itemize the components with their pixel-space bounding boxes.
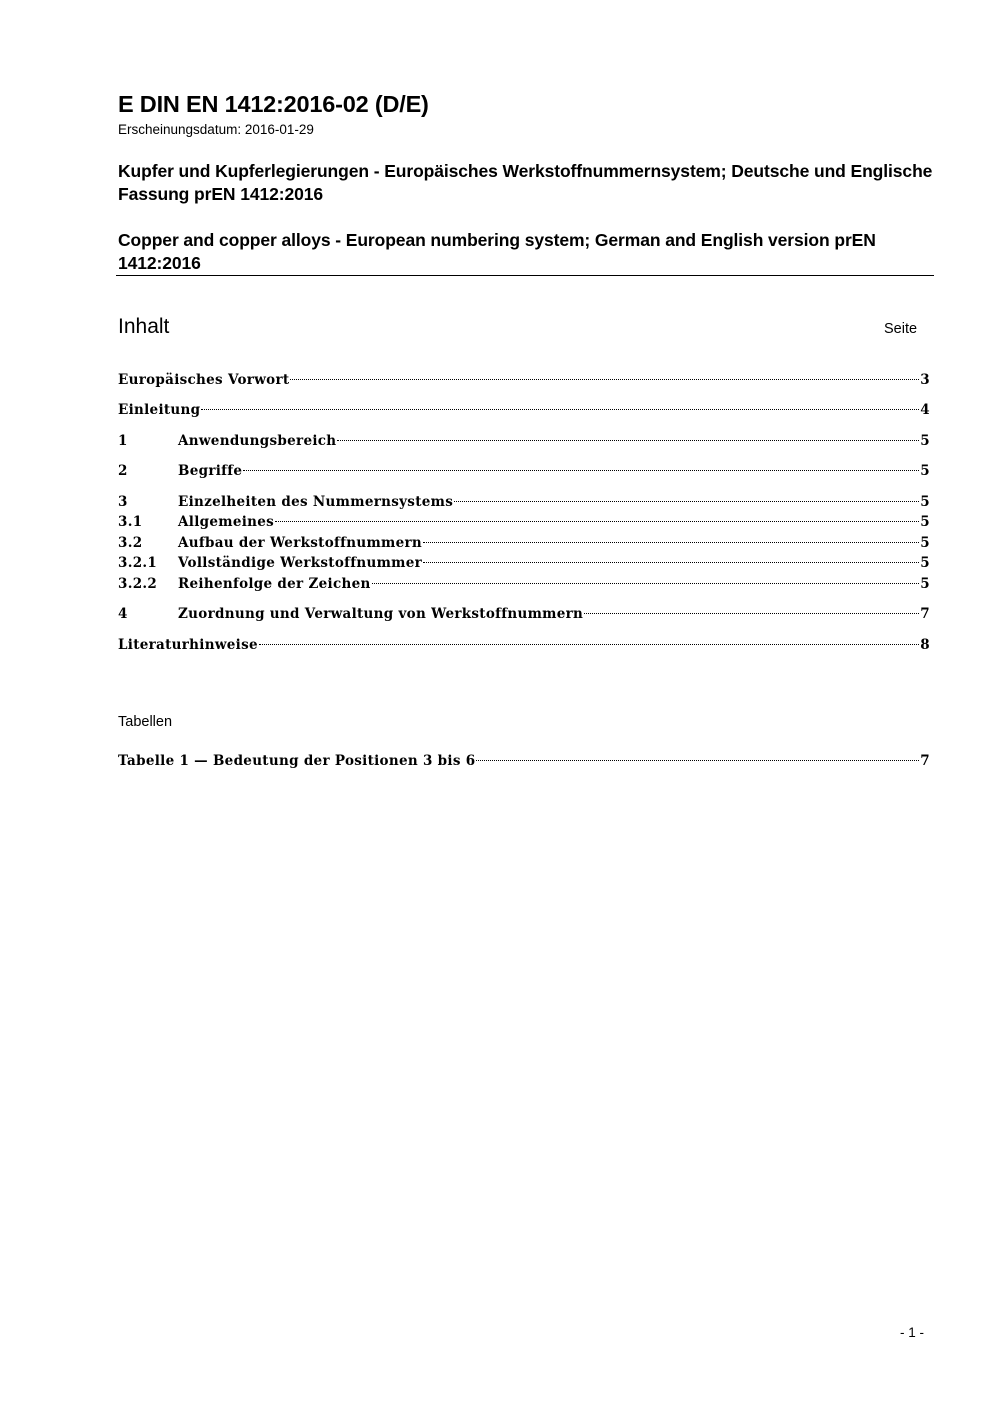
toc-entry-page: 5: [920, 535, 930, 551]
title-divider: [116, 275, 934, 276]
toc-entry-bibliography[interactable]: [118, 637, 930, 657]
toc-leader: [584, 613, 919, 614]
toc-entry-text: Zuordnung und Verwaltung von Werkstoffnummern: [178, 606, 584, 622]
toc-entry-page: 4: [920, 402, 930, 418]
toc-entry-page: 5: [920, 576, 930, 592]
toc-entry-number: 3.2.1: [118, 555, 158, 571]
table-list-entry[interactable]: [118, 753, 930, 773]
toc-leader: [259, 644, 919, 645]
toc-leader: [275, 521, 919, 522]
toc-leader: [476, 760, 919, 761]
toc-entry-numbering-details[interactable]: [118, 494, 930, 514]
toc-heading: Inhalt: [118, 315, 170, 338]
toc-entry-structure[interactable]: [118, 535, 930, 555]
toc-leader: [423, 562, 919, 563]
title-english: Copper and copper alloys - European numbering system; German and English version prEN 1412:2016: [118, 230, 876, 273]
toc-entry-number: 1: [118, 433, 128, 449]
toc-leader: [243, 470, 919, 471]
toc-entry-page: 3: [920, 372, 930, 388]
toc-page-column-label: Seite: [884, 321, 918, 337]
table-entry-text: Tabelle 1 — Bedeutung der Positionen 3 bis 6: [118, 753, 476, 769]
toc-entry-text: Vollständige Werkstoffnummer: [178, 555, 423, 571]
toc-entry-text: Einleitung: [118, 402, 201, 418]
toc-entry-text: Einzelheiten des Nummernsystems: [178, 494, 454, 510]
toc-entry-text: Allgemeines: [178, 514, 275, 530]
toc-entry-scope[interactable]: [118, 433, 930, 453]
toc-entry-number: 3.2.2: [118, 576, 158, 592]
toc-entry-page: 5: [920, 514, 930, 530]
toc-entry-text: Anwendungsbereich: [178, 433, 337, 449]
title-german: Kupfer und Kupferlegierungen - Europäisches Werkstoffnummernsystem; Deutsche und Englische Fassung prEN 1412:2016: [118, 161, 933, 204]
toc-leader: [337, 440, 919, 441]
toc-entry-page: 5: [920, 555, 930, 571]
toc-entry-complete-number[interactable]: [118, 555, 930, 575]
toc-entry-text: Europäisches Vorwort: [118, 372, 290, 388]
toc-leader: [290, 379, 919, 380]
toc-entry-number: 4: [118, 606, 128, 622]
toc-entry-number: 2: [118, 463, 128, 479]
toc-entry-terms[interactable]: [118, 463, 930, 483]
toc-entry-number: 3.1: [118, 514, 143, 530]
toc-entry-general[interactable]: [118, 514, 930, 534]
table-entry-page: 7: [920, 753, 930, 769]
toc-leader: [201, 409, 919, 410]
toc-leader: [454, 501, 919, 502]
toc-entry-text: Reihenfolge der Zeichen: [178, 576, 371, 592]
document-title: E DIN EN 1412:2016-02 (D/E): [118, 91, 429, 117]
tables-heading: Tabellen: [118, 714, 173, 730]
toc-entry-character-order[interactable]: [118, 576, 930, 596]
toc-entry-page: 5: [920, 494, 930, 510]
toc-leader: [372, 583, 920, 584]
toc-entry-page: 5: [920, 463, 930, 479]
toc-entry-page: 5: [920, 433, 930, 449]
toc-entry-introduction[interactable]: [118, 402, 930, 422]
toc-entry-number: 3.2: [118, 535, 143, 551]
toc-entry-text: Literaturhinweise: [118, 637, 258, 653]
toc-leader: [423, 542, 919, 543]
toc-entry-text: Begriffe: [178, 463, 243, 479]
toc-entry-assignment[interactable]: [118, 606, 930, 626]
publication-date: Erscheinungsdatum: 2016-01-29: [118, 122, 314, 137]
toc-entry-page: 7: [920, 606, 930, 622]
toc-entry-number: 3: [118, 494, 128, 510]
toc-entry-foreword[interactable]: [118, 372, 930, 392]
page-number: - 1 -: [900, 1325, 925, 1340]
toc-entry-text: Aufbau der Werkstoffnummern: [178, 535, 423, 551]
toc-entry-page: 8: [920, 637, 930, 653]
